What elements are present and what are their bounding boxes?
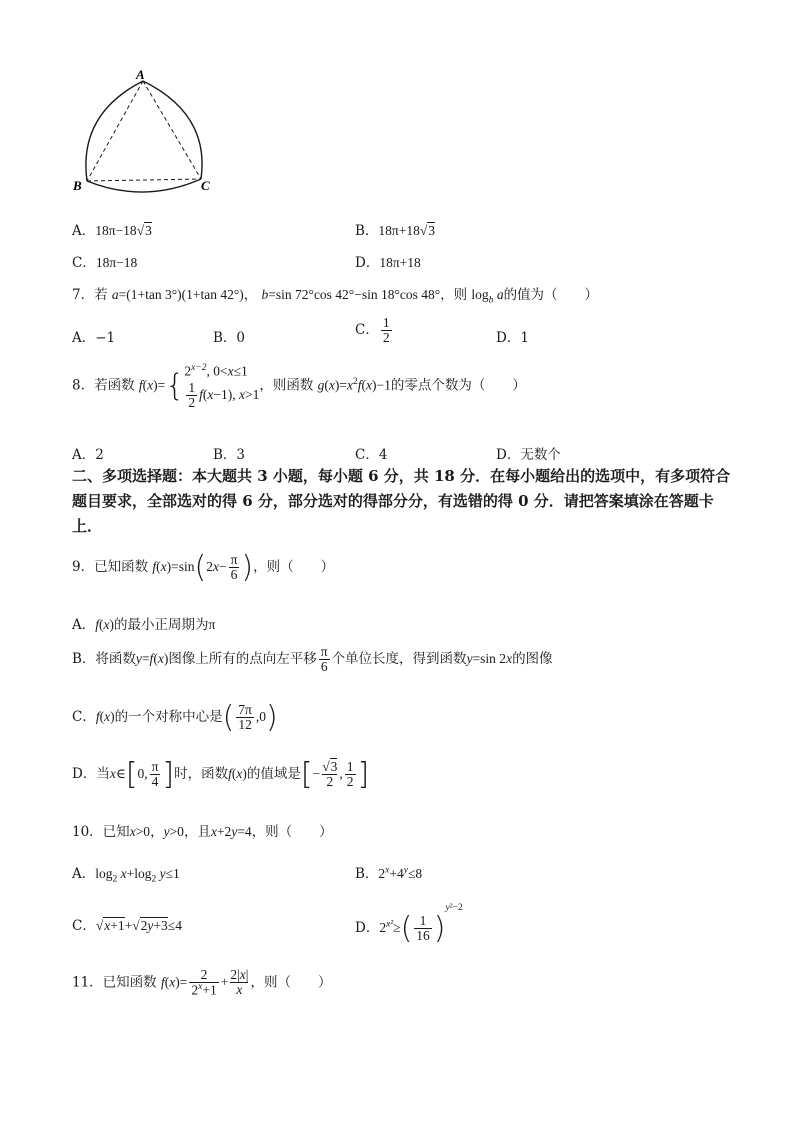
section2-heading: 二、多项选择题：本大题共 3 小题，每小题 6 分，共 18 分．在每小题给出的选项中，有多项符合题目要求，全部选对的得 6 分，部分选对的得部分分，有选错的得 0 分．请把答案填涂在答题卡上．	[72, 467, 731, 535]
q7-stem: 7．若 a=(1+tan 3°)(1+tan 42°)， b=sin 72°cos 42°−sin 18°cos 48°，则 $\log_b a$的值为（ ）	[72, 287, 599, 306]
q6-option-d: D．18π+18	[355, 255, 421, 271]
q9-stem: 9．已知函数 f(x)=sin(2x− $\frac{\pi}{6}$ )，则（ ）	[72, 550, 335, 585]
q8-option-c: C．4	[355, 447, 388, 463]
vertex-label-b: B	[73, 178, 82, 193]
vertex-label-c: C	[201, 178, 210, 193]
q10-stem: 10．已知x>0，y>0，且x+2y=4，则（ ）	[72, 824, 333, 840]
q6-option-a: A．18π−18√3	[72, 223, 152, 239]
q9-option-c: C．f(x)的一个对称中心是( $\frac{7\pi}{12}$ ,0)	[72, 700, 278, 735]
dashed-side-ac	[143, 81, 201, 179]
q6-option-b: B．18π+18√3	[355, 223, 436, 239]
dashed-side-bc	[87, 179, 201, 181]
vertex-label-a: A	[136, 67, 145, 82]
q8-option-a: A．2	[72, 447, 104, 463]
dashed-side-ab	[87, 81, 143, 181]
q10-option-c: C．√x+1+√2y+3≤4	[72, 918, 182, 934]
q8-option-d: D．无数个	[496, 447, 561, 463]
q7-option-d: D．1	[496, 330, 529, 346]
q8-stem: 8．若函数 f(x)={ $2^{x-2}$, 0<x≤1 $\frac{1}{2}$ f(x−1), x>1 ，则函数 $g(x)=x^2f(x)-1$的零点个数为（ ）	[72, 363, 526, 410]
q10-option-a: A．$\log_2 x+\log_2$ y≤1	[72, 866, 180, 885]
q9-option-d: D．当x∈[0, $\frac{\pi}{4}$ ]时，函数f(x)的值域是[− $\frac{√3}{2}$ , $\frac{1}{2}$ ]	[72, 757, 370, 792]
q9-option-b: B．将函数y=f(x)图像上所有的点向左平移 $\frac{\pi}{6}$ 个单位长度，得到函数y=sin 2x的图像	[72, 644, 553, 675]
q7-option-c: C． $\frac{1}{2}$	[355, 315, 390, 346]
q11-stem: 11．已知函数 f(x)= $\frac{2}{2^x+1}$ + $\frac{2|x|}{x}$ ，则（ ）	[72, 967, 332, 998]
q10-option-b: B．$2^x+4^y\le 8$	[355, 865, 423, 882]
q6-option-c: C．18π−18	[72, 255, 138, 271]
q7-option-a: A．−1	[72, 330, 116, 346]
q8-option-b: B．3	[213, 447, 246, 463]
q9-option-a: A．f(x)的最小正周期为π	[72, 617, 216, 633]
q10-option-d: D．$2^{x^2}\ge$( $\frac{1}{16}$ )$^{y^2-2}$	[355, 903, 463, 946]
q7-option-b: B．0	[213, 330, 246, 346]
triangle-figure	[70, 66, 230, 196]
